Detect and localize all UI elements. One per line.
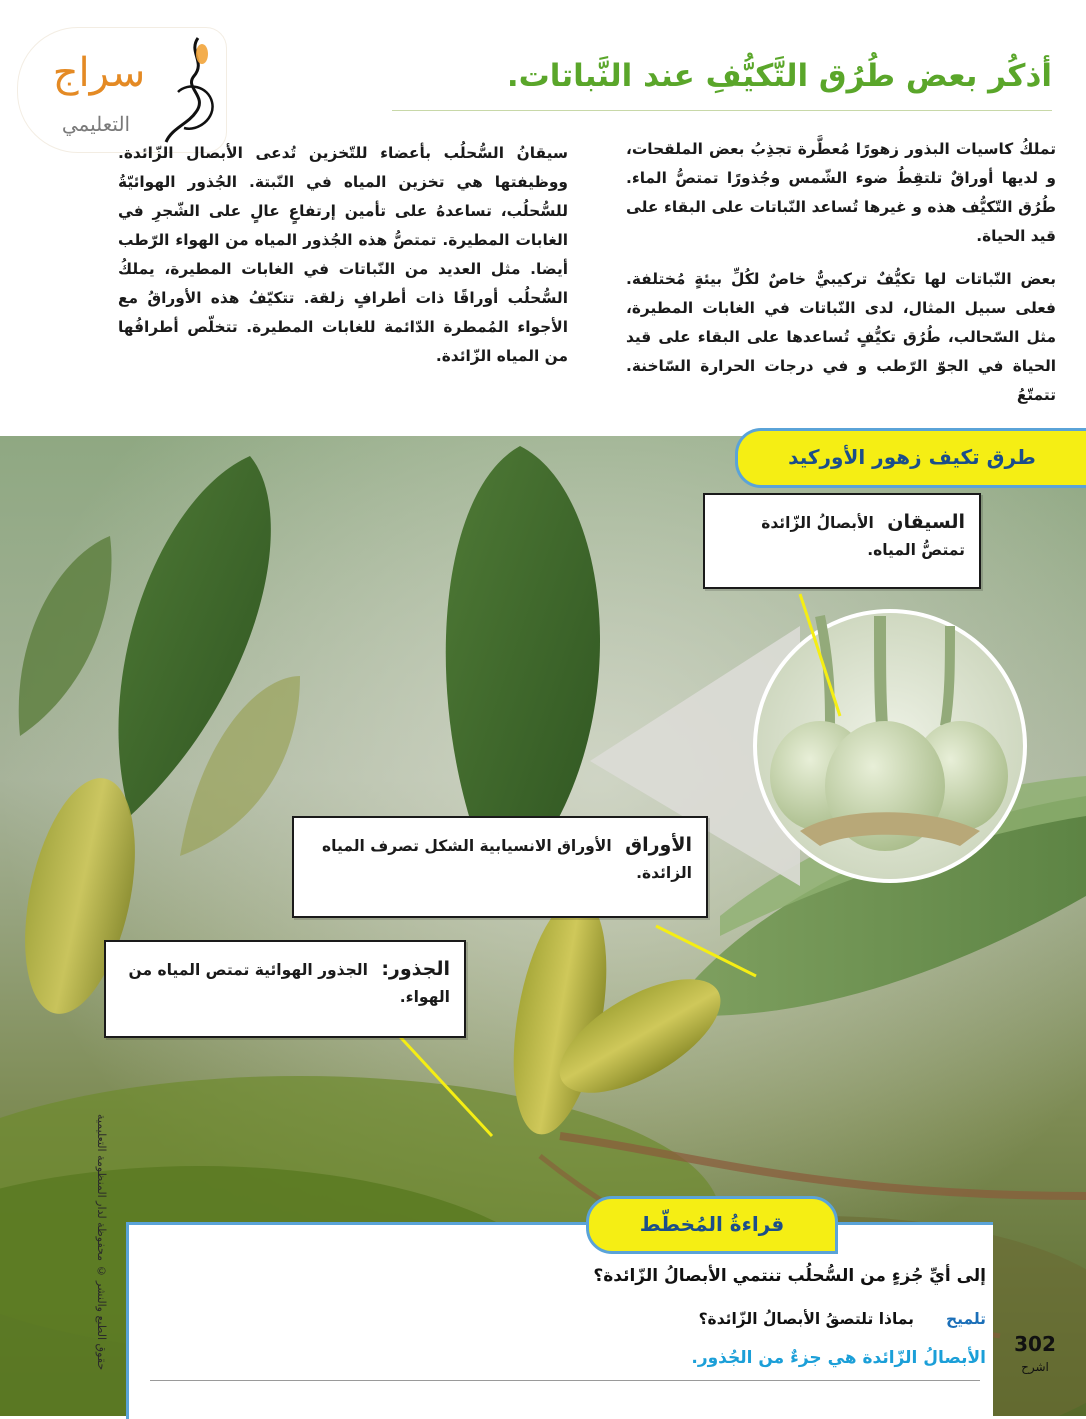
page-label: اشرح — [1021, 1360, 1049, 1374]
calligraphy-mark-icon — [158, 32, 224, 148]
answer-text: الأبصالُ الزّائدة هي جزءٌ من الجُذور. — [691, 1348, 986, 1368]
callout-roots — [104, 940, 466, 1038]
callout-leaves-term: الأوراق — [625, 834, 692, 856]
callout-stems — [703, 493, 981, 589]
hint-text: بماذا تلتصقُ الأبصالُ الزّائدة؟ — [698, 1310, 914, 1328]
paragraph-right-1: تملكُ كاسيات البذور زهورًا مُعطَّرة تجذِبُ بعض الملقحات، و لديها أوراقٌ تلتقِطُ ضوء الشّمس وجُذورًا تمتصُّ الماء. طُرُق التّكيُّف هذه و غيرها تُساعد النّباتات على البقاء على قيد الحياة. — [626, 140, 1056, 246]
answer-line — [150, 1380, 980, 1381]
copyright-credit: حقوق الطبع والنشر © محفوظة لدار المنظومة التعليمية — [95, 1113, 108, 1370]
paragraph-right-2: بعض النّباتات لها تكيُّفٌ تركيبيٌّ خاصٌ لكُلِّ بيئةٍ مُختلفة. فعلى سبيل المثال، لدى النّباتات في الغابات المطيرة، مثل السّحالب، طُرُق تكيُّفٍ تُساعدها على البقاء على قيد الحياة في الجوّ الرّطب و في درجات الحرارة السّاخنة. تتمتّعُ — [626, 270, 1056, 405]
page-number: 302 — [1014, 1332, 1056, 1356]
callout-roots-term: الجذور: — [381, 958, 450, 980]
paragraph-left-1: سيقانُ السُّحلُب بأعضاء للتّخزين تُدعى الأبصال الزّائدة. ووظيفتها هي تخزين المياه في النّبتة. الجُذور الهوائيّةُ للسُّحلُب، تساعدهُ على تأمين إرتفاعٍ عالٍ على الشّجرِ في الغابات المطيرة. تمتصُّ هذه الجُذور المياه من الهواء الرّطب أيضا. مثل العديد من النّباتات في الغابات المطيرة، يملكُ السُّحلُب أوراقًا ذات أطرافٍ زلقة. تتكيّفُ هذه الأوراقُ مع الأجواء المُمطرة الدّائمة للغابات المطيرة. تتخلّص أطرافُها من المياه الزّائدة. — [118, 144, 568, 366]
heading-underline — [392, 110, 1052, 111]
callout-leaves-text: الأوراق الانسيابية الشكل تصرف المياه الزائدة. — [322, 837, 692, 882]
page-heading: أذكُر بعض طُرُق التَّكيُّفِ عند النَّباتات. — [506, 58, 1052, 94]
hint-label: تلميح — [945, 1310, 986, 1328]
question-text: إلى أيِّ جُزءٍ من السُّحلُب تنتمي الأبصالُ الزّائدة؟ — [593, 1266, 986, 1286]
logo-brand-text: سراج — [52, 50, 146, 96]
publisher-logo — [18, 28, 226, 152]
callout-leaves — [292, 816, 708, 918]
callout-stems-term: السيقان — [887, 511, 965, 533]
logo-sub-text: التعليمي — [61, 112, 131, 136]
section-banner-read-diagram: قراءةُ المُخطّط — [586, 1196, 838, 1254]
callout-stems-text: الأبصالُ الزّائدة تمتصُّ المياه. — [761, 514, 965, 559]
callout-roots-text: الجذور الهوائية تمتص المياه من الهواء. — [128, 961, 450, 1006]
section-banner-orchid: طرق تكيف زهور الأوركيد — [735, 428, 1086, 488]
